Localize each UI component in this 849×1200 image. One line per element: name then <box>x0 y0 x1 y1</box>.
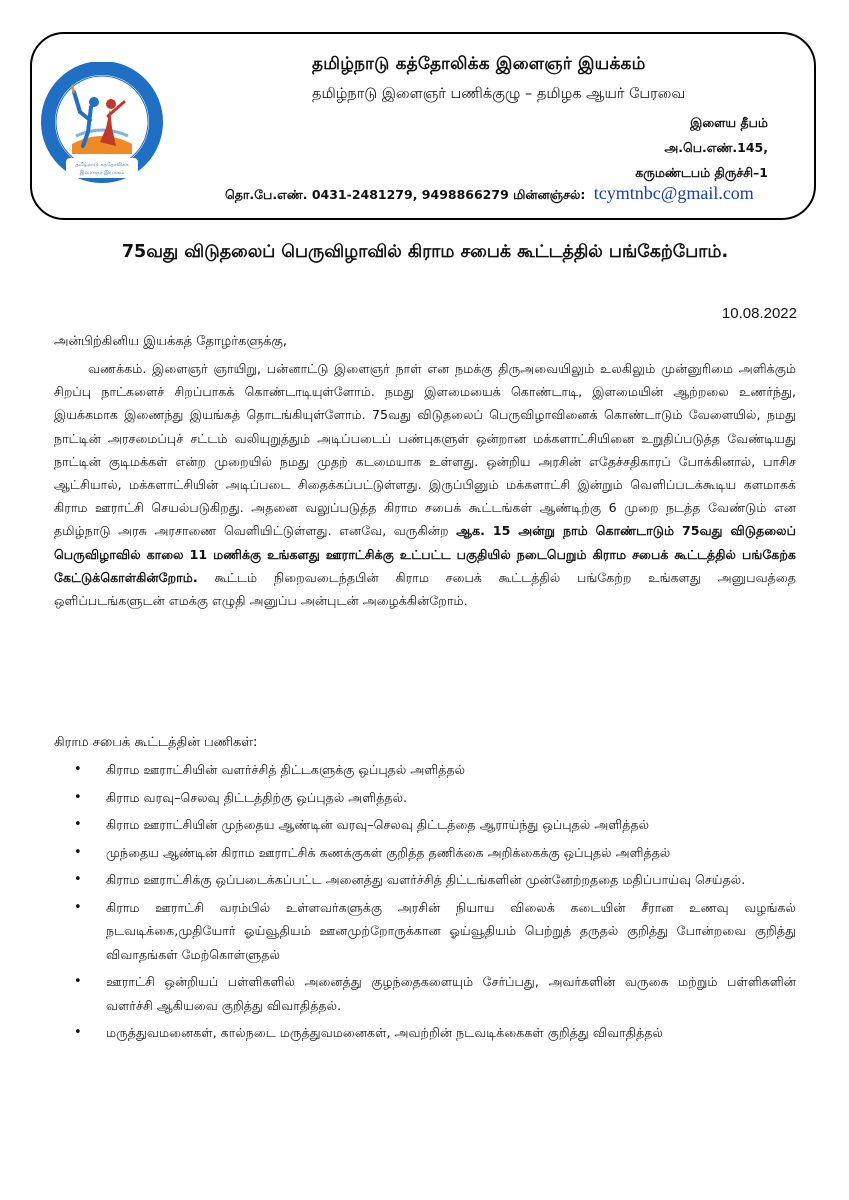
bullet-icon: • <box>74 817 82 832</box>
list-item: • கிராம ஊராட்சியின் வளர்ச்சித் திட்டகளுக்கு ஒப்புதல் அளித்தல் <box>54 758 796 782</box>
list-item: • மருத்துவமனைகள், கால்நடை மருத்துவமனைகள், அவற்றின் நடவடிக்கைகள் குறித்து விவாதித்தல் <box>54 1021 796 1045</box>
list-item: • கிராம ஊராட்சிக்கு ஒப்படைக்கப்பட்ட அனைத்து வளர்ச்சித் திட்டங்களின் முன்னேற்றததை மதிப்பாய்வு செய்தல். <box>54 868 796 892</box>
salutation: அன்பிற்கினிய இயக்கத் தோழர்களுக்கு, <box>54 334 288 349</box>
letterhead <box>30 32 816 220</box>
letter-body <box>54 357 796 612</box>
logo-caption: தமிழ்நாடு கத்தோலிக்க <box>75 162 129 168</box>
list-item: • முந்தைய ஆண்டின் கிராம ஊராட்சிக் கணக்குகள் குறித்த தணிக்கை அறிக்கைக்கு ஒப்புதல் அளித்தல் <box>54 841 796 865</box>
bullet-icon: • <box>74 762 82 777</box>
list-item: • கிராம ஊராட்சி வரம்பில் உள்ளவர்களுக்கு அரசின் நியாய விலைக் கடையின் சீரான உணவு வழங்கல் நடவடிக்கை,முதியோர் ஓய்வூதியம் ஊனமுற்றோருக்கான ஓய்வூதியம் பெற்றுத் தருதல் குறித்து போன்றவை குறித்து விவாதங்கள் மேற்கொள்ளுதல் <box>54 896 796 967</box>
bullet-icon: • <box>74 789 82 805</box>
contact-line <box>225 183 754 204</box>
bullet-icon: • <box>74 844 82 860</box>
body-paragraph: கூட்டம் நிறைவடைந்தபின் கிராம சபைக் கூட்டத்தில் பங்கேற்ற உங்களது அனுபவத்தை ஒளிப்படங்களுடன் எமக்கு எழுதி அனுப்ப அன்புடன் அழைக்கின்றோம். <box>54 569 796 609</box>
list-item: • ஊராட்சி ஒன்றியப் பள்ளிகளில் அனைத்து குழந்தைகளையும் சேர்ப்பது, அவர்களின் வருகை மற்றும் பள்ளிகளின் வளர்ச்சி ஆகியவை குறித்து விவாதித்தல். <box>54 970 796 1017</box>
bullet-icon: • <box>74 899 82 915</box>
list-item: • கிராம வரவு–செலவு திட்டத்திற்கு ஒப்புதல் அளித்தல். <box>54 786 796 810</box>
body-highlight: ஆக. 15 அன்று நாம் கொண்டாடும் 75வது விடுதலைப் பெருவிழாவில் காலை 11 மணிக்கு உங்களது ஊராட்சிக்கு உட்பட்ட பகுதியில் நடைபெறும் கிராம சபைக் கூட்டத்தில் பங்கேற்க கேட்டுக்கொள்கின்றோம். <box>54 523 796 585</box>
letter-date: 10.08.2022 <box>721 305 797 322</box>
contact-phone-label: தொ.பே.எண். 0431-2481279, 9498866279 மின்னஞ்சல்: <box>225 187 586 202</box>
address-line: கருமண்டபம் திருச்சி–1 <box>635 165 768 180</box>
body-paragraph: வணக்கம். இளைஞர் ஞாயிறு, பன்னாட்டு இளைஞர் நாள் என நமக்கு திருஅவையிலும் உலகிலும் முன்னுரிமை அளிக்கும் சிறப்பு நாட்களைச் சிறப்பாகக் கொண்டாடியுள்ளோம். நமது இளமையைக் கொண்டாடி, இளமையின் ஆற்றலை உணர்ந்து, இயக்கமாக இணைந்து இயங்கத் தொடங்கியுள்ளோம். 75வது விடுதலைப் பெருவிழாவினைக் கொண்டாடும் வேளையில், நமது நாட்டின் அரசமைப்புச் சட்டம் வலியுறுத்தும் அடிப்படைப் பண்புகளுள் ஒன்றான மக்களாட்சியினை உறுதிப்படுத்த வேண்டியது நாட்டின் குடிமக்கள் என்ற முறையில் நமது முதற் கடமையாக உள்ளது. ஒன்றிய அரசின் எதேச்சதிகாரப் போக்கினால், பாசிச ஆட்சியால், மக்களாட்சியின் அடிப்படை சிதைக்கப்பட்டுள்ளது. இருப்பினும் மக்களாட்சி இன்றும் வெளிப்படக்கூடிய களமாகக் கிராம ஊராட்சி செயல்படுகிறது. அதனை வலுப்படுத்த கிராம சபைக் கூட்டங்கள் ஆண்டிற்கு 6 முறை நடத்த வேண்டும் என தமிழ்நாடு அரசு அரசாணை வெளியிட்டுள்ளது. எனவே, வருகின்ற <box>54 361 796 539</box>
bullet-icon: • <box>74 872 82 887</box>
bullet-icon: • <box>74 974 82 989</box>
email-link[interactable]: tcymtnbc@gmail.com <box>593 183 754 203</box>
organization-logo <box>38 62 166 190</box>
address-line: இளைய தீபம் <box>690 115 768 130</box>
duties-heading: கிராம சபைக் கூட்டத்தின் பணிகள்: <box>54 735 258 750</box>
bullet-icon: • <box>74 1025 82 1040</box>
organization-subtitle: தமிழ்நாடு இளைஞர் பணிக்குழு – தமிழக ஆயர் பேரவை <box>312 86 686 102</box>
page-title: 75வது விடுதலைப் பெருவிழாவில் கிராம சபைக் கூட்டத்தில் பங்கேற்போம். <box>121 242 729 262</box>
logo-caption: இளைஞர் இயக்கம் <box>79 170 125 176</box>
duties-list <box>54 758 796 1049</box>
list-item: • கிராம ஊராட்சியின் முந்தைய ஆண்டின் வரவு–செலவு திட்டத்தை ஆராய்ந்து ஒப்புதல் அளித்தல் <box>54 813 796 837</box>
address-line: அ.பெ.எண்.145, <box>664 140 768 155</box>
organization-name: தமிழ்நாடு கத்தோலிக்க இளைஞர் இயக்கம் <box>312 54 646 74</box>
